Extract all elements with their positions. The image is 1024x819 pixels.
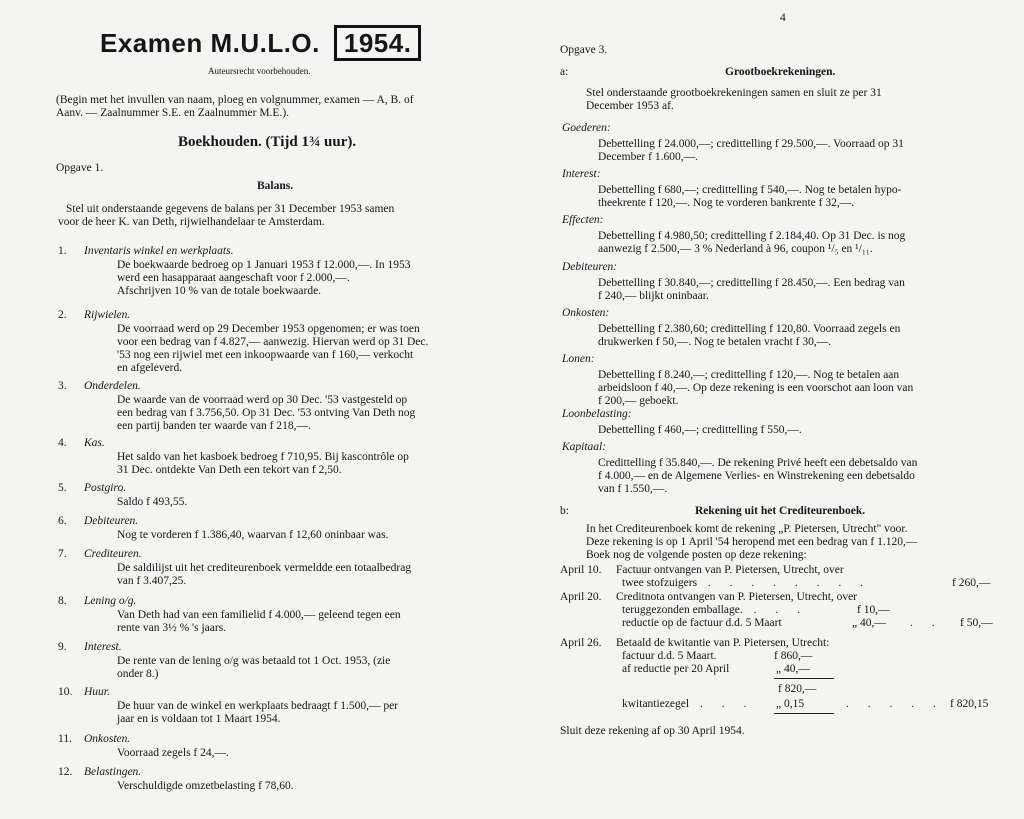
account-line: Debettelling f 8.240,—; credittelling f 120,—. Nog te betalen aan (598, 369, 900, 381)
account-line: Debettelling f 30.840,—; credittelling f 28.450,—. Een bedrag van (598, 277, 905, 289)
subtotal-rule (774, 678, 834, 679)
posting-text: kwitantiezegel (622, 698, 690, 710)
item-title: Debiteuren. (84, 515, 139, 527)
item-body (117, 259, 411, 298)
item-line: De waarde van de voorraad werd op 30 Dec. '53 vastgesteld op (117, 394, 408, 406)
item-body (117, 496, 187, 509)
item-body (117, 451, 409, 477)
item-body (117, 747, 229, 760)
item-line: onder 8.) (117, 668, 159, 680)
account-name: Debiteuren: (562, 261, 618, 273)
account-body (598, 184, 901, 210)
account-name: Lonen: (562, 353, 595, 365)
exam-title: Examen M.U.L.O. (100, 28, 320, 58)
item-title: Huur. (84, 686, 110, 698)
item-title: Onkosten. (84, 733, 131, 745)
intro-line: voor de heer K. van Deth, rijwielhandelaar te Amsterdam. (58, 216, 325, 228)
account-body (598, 323, 900, 349)
posting-date: April 10. (560, 564, 602, 576)
closing-instruction: Sluit deze rekening af op 30 April 1954. (560, 725, 745, 737)
part-b-label: b: (560, 505, 569, 517)
account-line: Debettelling f 24.000,—; credittelling f 29.500,—. Voorraad op 31 (598, 138, 904, 150)
item-body (117, 700, 398, 726)
item-line: Het saldo van het kasboek bedroeg f 710,95. Bij kascontrôle op (117, 451, 409, 463)
posting-amount: f 820,— (778, 683, 817, 695)
account-body (598, 277, 905, 303)
posting-amount: f 260,— (952, 577, 991, 589)
item-number: 2. (58, 309, 67, 321)
item-title: Crediteuren. (84, 548, 142, 560)
item-line: een bedrag van f 3.756,50. Op 31 Dec. '53 ontving Van Deth nog (117, 407, 416, 419)
item-body (117, 323, 428, 375)
item-body (117, 394, 415, 433)
item-number: 1. (58, 245, 67, 257)
intro-line: Deze rekening is op 1 April '54 heropend met een bedrag van f 1.120,— (586, 536, 918, 548)
account-line: December f 1.600,—. (598, 151, 698, 163)
part-a-label: a: (560, 66, 569, 78)
account-line: f 200,— geboekt. (598, 395, 679, 407)
item-body (117, 562, 411, 588)
account-line: Debettelling f 680,—; credittelling f 540,—. Nog te betalen hypo- (598, 184, 902, 196)
item-line: 31 Dec. ontdekte Van Deth een tekort van f 2,50. (117, 464, 342, 476)
item-line: Afschrijven 10 % van de totale boekwaarde. (117, 285, 322, 297)
item-title: Inventaris winkel en werkplaats. (84, 245, 234, 257)
account-line: Debettelling f 4.980,50; credittelling f 2.184,40. Op 31 Dec. is nog (598, 230, 906, 242)
item-title: Kas. (84, 437, 105, 449)
item-line: Verschuldigde omzetbelasting f 78,60. (117, 780, 294, 792)
part-a-intro (586, 87, 882, 113)
item-line: een partij banden ter waarde van f 218,—. (117, 420, 311, 432)
right-page: 4 Opgave 3. a: Grootboekrekeningen. Stel onderstaande grootboekrekeningen samen en sluit ze per 31 December 1953 af. Goederen: Debettelling f 24.000,—; credittelling f 29.500,—. Voorraad op 31 December f 1.600,—. Interest: Debettelling f 680,—; credittelling f 540,—. Nog te betalen hypo- theekrente f 120,—. Nog te vorderen bankrente f 32,—. Effecten: Debettelling f 4.980,50; credittelling f 2.184,40. Op 31 Dec. is nog aanwezig f 2.500,— 3 % Nederland à 96, coupon ¹/₅ en ¹/₁₁. Debiteuren: Debettelling f 30.840,—; credittelling f 28.450,—. Een bedrag van f 240,— blijkt oninbaar. Onkosten: Debettelling f 2.380,60; credittelling f 120,80. Voorraad zegels en drukwerken f 50,—. Nog te betalen vracht f 30,—. Lonen: Debettelling f 8.240,—; credittelling f 120,—. Nog te betalen aan arbeidsloon f 40,—. Op deze rekening is een voorschot aan loon van f 200,— geboekt. Loonbelasting: Debettelling f 460,—; credittelling f 550,—. Kapitaal: Credittelling f 35.840,—. De rekening Privé heeft een debetsaldo van f 4.000,— en de Algemene Verlies- en Winstrekening een debetsaldo van f 1.550,—. b: Rekening uit het Crediteurenboek. In het Crediteurenboek komt de rekening „P. Pietersen, Utrecht" voor. Deze rekening is op 1 April '54 heropend met een bedrag van f 1.120,— Boek nog de volgende posten op deze rekening: April 10. Factuur ontvangen van P. Pietersen, Utrecht, over twee stofzuigers . . . . . . . . f 260,— April 20. Creditnota ontvangen van P. Pietersen, Utrecht, over teruggezonden emballage. . . . f 10,— reductie op de factuur d.d. 5 Maart „ 40,— . . f 50,— April 26. Betaald de kwitantie van P. Pietersen, Utrecht: factuur d.d. 5 Maart. f 860,— af reductie per 20 April „ 40,— f 820,— kwitantiezegel . . . „ 0,15 . . . . . f 820,15 Sluit deze rekening af op 30 April 1954. (560, 12, 993, 737)
account-name: Onkosten: (562, 307, 610, 319)
exercise-label: Opgave 1. (56, 162, 104, 174)
item-line: Saldo f 493,55. (117, 496, 188, 508)
item-line: van f 3.407,25. (117, 575, 187, 587)
account-name: Kapitaal: (562, 441, 607, 453)
posting-amount: „ 40,— (776, 663, 810, 675)
item-line: De boekwaarde bedroeg op 1 Januari 1953 f 12.000,—. In 1953 (117, 259, 411, 271)
item-number: 12. (58, 766, 73, 778)
account-line: f 4.000,— en de Algemene Verlies- en Winstrekening een debetsaldo (598, 470, 915, 482)
copyright-notice: Auteursrecht voorbehouden. (208, 66, 311, 76)
item-number: 5. (58, 482, 67, 494)
intro (58, 203, 394, 229)
posting-text: teruggezonden emballage. (622, 604, 743, 616)
account-name: Interest: (562, 168, 601, 180)
intro-line: In het Crediteurenboek komt de rekening „P. Pietersen, Utrecht" voor. (586, 523, 908, 535)
page-number: 4 (780, 12, 786, 24)
account-name: Goederen: (562, 122, 611, 134)
posting-text: Creditnota ontvangen van P. Pietersen, Utrecht, over (616, 591, 858, 603)
account-name: Loonbelasting: (562, 408, 632, 420)
account-line: drukwerken f 50,—. Nog te betalen vracht f 30,—. (598, 336, 832, 348)
item-line: De saldilijst uit het crediteurenboek vermeldde een totaalbedrag (117, 562, 412, 574)
item-number: 6. (58, 515, 67, 527)
item-line: rente van 3½ % 's jaars. (117, 622, 227, 634)
item-title: Belastingen. (84, 766, 142, 778)
item-title: Rijwielen. (84, 309, 131, 321)
account-line: theekrente f 120,—. Nog te vorderen bankrente f 32,—. (598, 197, 855, 209)
account-line: van f 1.550,—. (598, 483, 668, 495)
account-body (598, 424, 802, 437)
item-line: en afgeleverd. (117, 362, 183, 374)
posting-amount: f 50,— (960, 617, 993, 629)
item-line: Voorraad zegels f 24,—. (117, 747, 229, 759)
posting-amount: „ 40,— (852, 617, 886, 629)
account-body (598, 457, 917, 496)
part-a-title: Grootboekrekeningen. (725, 66, 836, 78)
account-line: aanwezig f 2.500,— 3 % Nederland à 96, coupon ¹/₅ en ¹/₁₁. (598, 243, 873, 255)
section-title: Balans. (257, 180, 294, 192)
intro-line: Boek nog de volgende posten op deze rekening: (586, 549, 807, 561)
item-body (117, 780, 294, 793)
posting-text: twee stofzuigers (622, 577, 698, 589)
posting-amount: „ 0,15 (776, 698, 805, 710)
item-number: 10. (58, 686, 73, 698)
item-line: jaar en is voldaan tot 1 Maart 1954. (117, 713, 281, 725)
account-line: f 240,— blijkt oninbaar. (598, 290, 709, 302)
exam-year-box: 1954. (334, 25, 422, 61)
posting-amount: f 860,— (774, 650, 813, 662)
item-number: 9. (58, 641, 67, 653)
item-number: 11. (58, 733, 72, 745)
posting-date: April 20. (560, 591, 602, 603)
total-rule (774, 713, 834, 714)
item-title: Postgiro. (84, 482, 127, 494)
part-b-intro (586, 523, 917, 562)
exam-heading (100, 28, 421, 59)
item-number: 7. (58, 548, 67, 560)
posting-text: Factuur ontvangen van P. Pietersen, Utrecht, over (616, 564, 844, 576)
posting-text: af reductie per 20 April (622, 663, 730, 675)
item-number: 8. (58, 595, 67, 607)
account-line: Debettelling f 2.380,60; credittelling f 120,80. Voorraad zegels en (598, 323, 901, 335)
posting-amount: f 820,15 (950, 698, 989, 710)
account-body (598, 369, 913, 408)
item-line: Van Deth had van een familielid f 4.000,— geleend tegen een (117, 609, 401, 621)
instructions (56, 94, 414, 120)
item-line: De huur van de winkel en werkplaats bedraagt f 1.500,— per (117, 700, 399, 712)
item-line: werd een hasapparaat aangeschaft voor f 2.000,—. (117, 272, 350, 284)
item-body (117, 529, 388, 542)
posting-text: Betaald de kwitantie van P. Pietersen, Utrecht: (616, 637, 830, 649)
subject-title: Boekhouden. (Tijd 1¾ uur). (178, 134, 357, 150)
item-line: De voorraad werd op 29 December 1953 opgenomen; er was toen (117, 323, 420, 335)
intro-line: Stel uit onderstaande gegevens de balans per 31 December 1953 samen (66, 203, 395, 215)
item-line: De rente van de lening o/g was betaald tot 1 Oct. 1953, (zie (117, 655, 391, 667)
account-line: Credittelling f 35.840,—. De rekening Privé heeft een debetsaldo van (598, 457, 918, 469)
instruction-line: Aanv. — Zaalnummer S.E. en Zaalnummer M.E.). (56, 107, 290, 119)
item-line: Nog te vorderen f 1.386,40, waarvan f 12,60 oninbaar was. (117, 529, 389, 541)
account-body (598, 138, 904, 164)
item-line: voor een bedrag van f 4.827,— aanwezig. Hiervan werd op 31 Dec. (117, 336, 429, 348)
intro-line: Stel onderstaande grootboekrekeningen samen en sluit ze per 31 (586, 87, 882, 99)
item-number: 4. (58, 437, 67, 449)
posting-amount: f 10,— (857, 604, 890, 616)
account-line: arbeidsloon f 40,—. Op deze rekening is een voorschot aan loon van (598, 382, 914, 394)
item-title: Onderdelen. (84, 380, 141, 392)
exercise-label: Opgave 3. (560, 44, 608, 56)
item-body (117, 609, 401, 635)
account-name: Effecten: (562, 214, 604, 226)
instruction-line: (Begin met het invullen van naam, ploeg en volgnummer, examen — A, B. of (56, 94, 414, 106)
account-line: Debettelling f 460,—; credittelling f 550,—. (598, 424, 802, 436)
item-line: '53 nog een rijwiel met een inkoopwaarde van f 160,— verkocht (117, 349, 414, 361)
account-body (598, 230, 905, 256)
item-body (117, 655, 390, 681)
item-number: 3. (58, 380, 67, 392)
intro-line: December 1953 af. (586, 100, 674, 112)
part-b-title: Rekening uit het Crediteurenboek. (695, 505, 866, 517)
posting-date: April 26. (560, 637, 602, 649)
posting-text: factuur d.d. 5 Maart. (622, 650, 717, 662)
posting-text: reductie op de factuur d.d. 5 Maart (622, 617, 782, 629)
item-title: Lening o/g. (84, 595, 137, 607)
item-title: Interest. (84, 641, 122, 653)
